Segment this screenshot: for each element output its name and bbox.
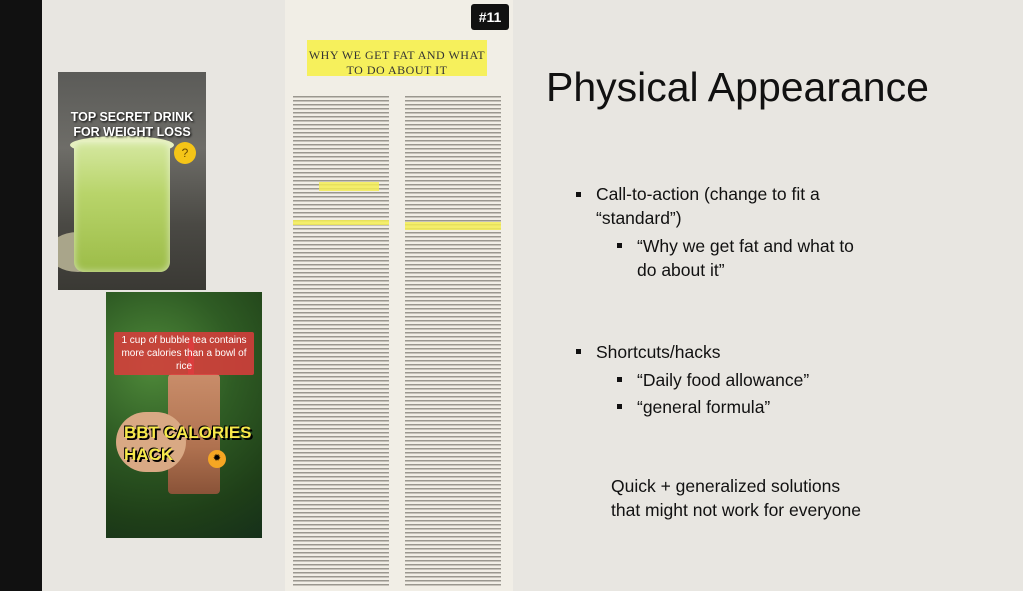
sub-bullet-square-icon: [617, 243, 622, 248]
bbt-overlay-line1: BBT CALORIES: [124, 423, 252, 442]
bullet-1-line1: Call-to-action (change to fit a: [596, 184, 820, 204]
slide-title: Physical Appearance: [546, 64, 929, 110]
article-column-left: [293, 96, 389, 586]
photo2-caption-line1: 1 cup of bubble tea contains: [121, 335, 247, 346]
text-highlight-1: [293, 220, 389, 225]
bullet-square-icon: [576, 349, 581, 354]
photo1-caption-line2: FOR WEIGHT LOSS: [73, 125, 191, 139]
article-title-line1: WHY WE GET FAT AND WHAT: [308, 48, 486, 62]
summary-note: [611, 474, 861, 522]
daily-food-allowance-highlight: [319, 182, 379, 191]
newspaper-article-image: [285, 0, 513, 591]
fire-emoji-icon: ✹: [208, 450, 226, 468]
summary-note-line1: Quick + generalized solutions: [611, 476, 841, 496]
sub-bullet-1-line2: do about it”: [637, 260, 725, 280]
photo2-caption-line2: more calories than a bowl of rice: [121, 348, 247, 372]
article-title: [307, 48, 487, 78]
sub-bullet-1-line1: “Why we get fat and what to: [637, 236, 854, 256]
sub-bullet-2-text: “Daily food allowance”: [637, 370, 810, 390]
photo1-caption: [58, 110, 206, 140]
photo2-caption: [114, 332, 254, 375]
bbt-overlay-text: [124, 422, 252, 466]
text-highlight-2: [405, 222, 501, 230]
weight-loss-drink-photo: [58, 72, 206, 290]
bullet-square-icon: [576, 192, 581, 197]
bullet-2-text: Shortcuts/hacks: [596, 342, 721, 362]
summary-note-line2: that might not work for everyone: [611, 500, 861, 520]
sub-bullet-square-icon: [617, 377, 622, 382]
article-number-badge: #11: [471, 4, 509, 30]
photo1-caption-line1: TOP SECRET DRINK: [70, 110, 194, 124]
thinking-face-icon: ?: [174, 142, 196, 164]
left-black-bar: [0, 0, 42, 591]
article-column-right: [405, 96, 501, 586]
sub-bullet-square-icon: [617, 404, 622, 409]
green-drink-glass: [74, 142, 170, 272]
article-title-line2: TO DO ABOUT IT: [346, 63, 448, 77]
bbt-overlay-line2: HACK: [124, 445, 174, 464]
bubble-tea-photo: [106, 292, 262, 538]
sub-bullet-3-text: “general formula”: [637, 397, 771, 417]
bullet-1-line2: “standard”): [596, 208, 682, 228]
